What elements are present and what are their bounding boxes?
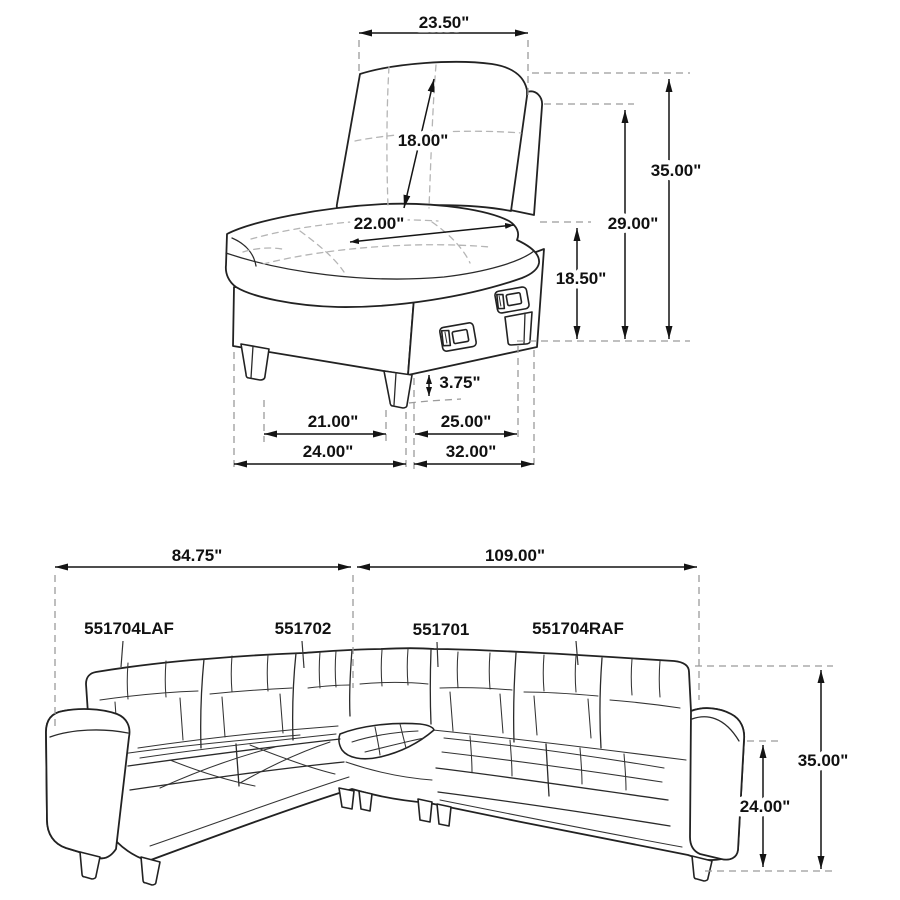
dim-label-inner-width: 21.00" [307,412,359,431]
dim-label-arm-height: 24.00" [739,797,791,816]
chair-drawing [226,62,544,408]
sectional-leg [141,857,160,885]
sectional-drawing [46,648,744,885]
reference-line [409,399,461,403]
dim-label-top-width: 23.50" [418,13,470,32]
dim-label-overall-width: 24.00" [302,442,354,461]
sectional-leg [80,852,100,879]
sectional-right-arm [690,708,744,859]
dim-label-seat-diagonal: 22.00" [353,214,405,233]
chair-leg-front-left [241,344,269,380]
sectional-leg [418,799,432,822]
part-label-raf: 551704RAF [532,619,624,638]
chair-leg-rear-right [505,312,532,345]
sectional-leg [692,856,712,881]
part-label-laf: 551704LAF [84,619,174,638]
dim-label-overall-height: 35.00" [650,161,702,180]
dim-label-inner-depth: 25.00" [440,412,492,431]
dim-label-left-length: 84.75" [171,546,223,565]
sectional-leg [339,788,354,809]
dim-label-overall-depth: 32.00" [445,442,497,461]
sectional-leg [359,791,372,811]
part-leader-line [121,641,123,667]
dim-label-leg-height: 3.75" [439,373,481,392]
sectional-leg [437,804,451,826]
part-label-armless: 551701 [412,620,470,639]
chair-leg-front-mid [384,371,412,408]
part-label-corner: 551702 [274,619,332,638]
dim-label-back-height: 29.00" [607,214,659,233]
dim-label-seat-height: 18.50" [555,269,607,288]
dim-label-right-length: 109.00" [484,546,546,565]
dim-label-back-diagonal: 18.00" [397,131,449,150]
dim-label-sectional-height: 35.00" [797,751,849,770]
connector-bracket [439,322,477,352]
connector-bracket [494,286,529,313]
